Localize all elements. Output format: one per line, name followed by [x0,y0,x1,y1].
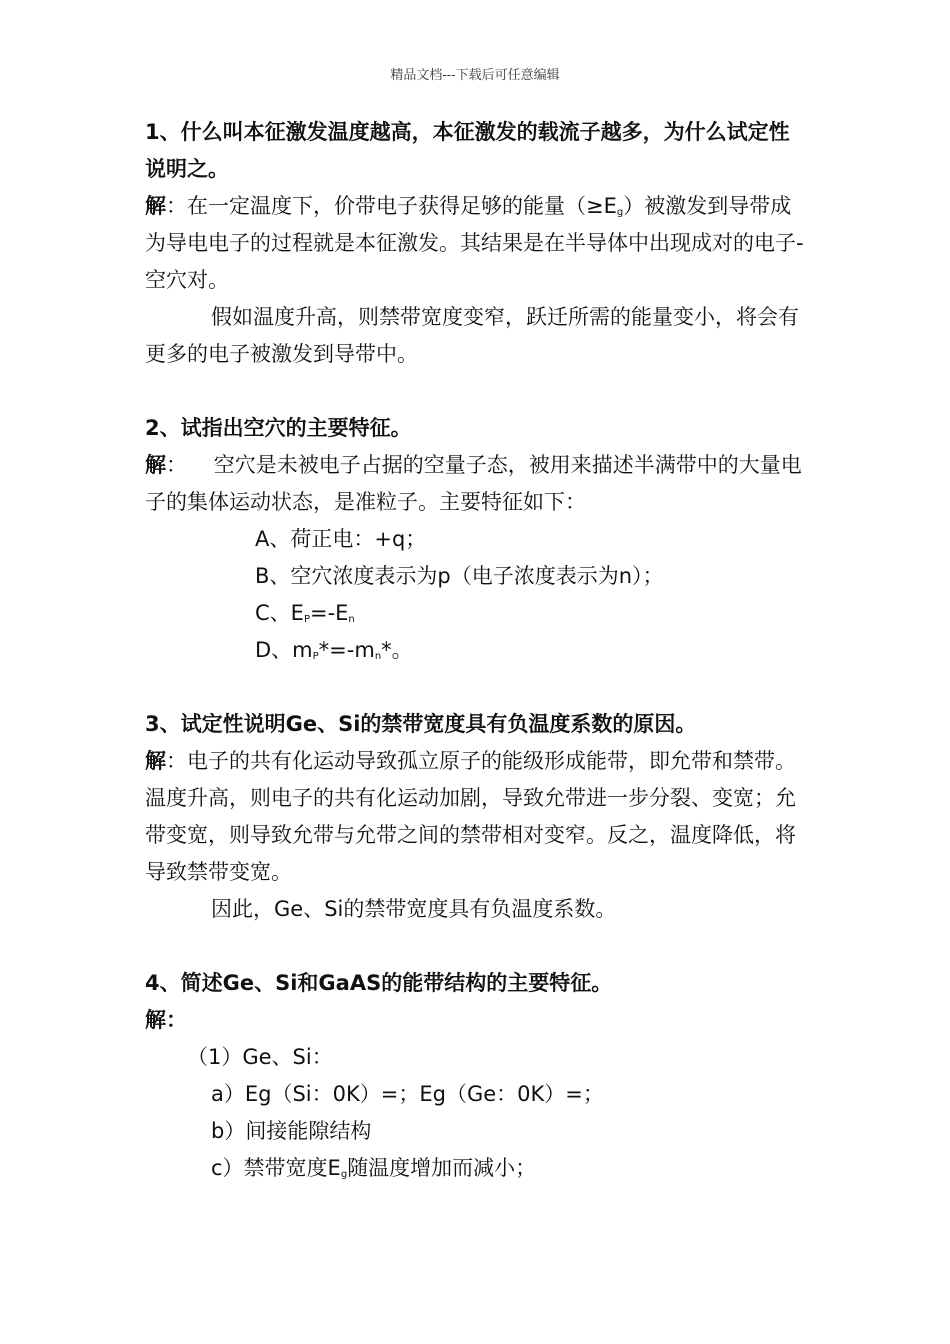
answer-3-paragraph [145,743,810,891]
item-d-text: D、m [255,638,313,662]
subscript: n [374,651,382,662]
answer-label: 解 [145,194,166,218]
item-c-mid: =-E [309,601,349,625]
item-c-text: c）禁带宽度E [211,1156,341,1180]
item-d-end: *。 [381,638,413,662]
item-c-text: C、E [255,601,304,625]
list-item-c [145,595,810,632]
subscript: g [340,1169,348,1180]
subscript: P [312,651,319,662]
document-body [145,114,810,1187]
answer-2-text: ： 空穴是未被电子占据的空量子态，被用来描述半满带中的大量电子的集体运动状态，是准粒子。主要特征如下： [145,453,802,514]
question-2-title: 2、试指出空穴的主要特征。 [145,416,412,440]
question-4-title: 4、简述Ge、Si和GaAS的能带结构的主要特征。 [145,971,613,995]
list-item-c [145,1150,810,1187]
list-item-a: a）Eg（Si：0K）=；Eg（Ge：0K）=； [211,1082,604,1106]
answer-3-conclusion: 因此，Ge、Si的禁带宽度具有负温度系数。 [211,897,617,921]
item-c-end: 随温度增加而减小； [347,1156,537,1180]
list-item-b: b）间接能隙结构 [211,1119,372,1143]
subsection-1: （1）Ge、Si： [187,1045,333,1069]
answer-3-text: ：电子的共有化运动导致孤立原子的能级形成能带，即允带和禁带。温度升高，则电子的共有化运动加剧，导致允带进一步分裂、变宽；允带变宽，则导致允带与允带之间的禁带相对变窄。反之，温度降低，将导致禁带变宽。 [145,749,796,884]
answer-label: 解： [145,1008,187,1032]
answer-1-text-b: ）被激发到导带成为导电电子的过程就是本征激发。其结果是在半导体中出现成对的电子-空穴对。 [145,194,804,292]
question-3-title: 3、试定性说明Ge、Si的禁带宽度具有负温度系数的原因。 [145,712,697,736]
subscript: P [303,614,310,625]
item-d-mid: *=-m [318,638,375,662]
question-1-title: 1、什么叫本征激发温度越高，本征激发的载流子越多，为什么试定性说明之。 [145,120,790,181]
page-header: 精品文档---下载后可任意编辑 [390,68,560,83]
answer-label: 解 [145,749,166,773]
list-item-a: A、荷正电：+q； [255,527,427,551]
answer-label: 解 [145,453,166,477]
list-item-b: B、空穴浓度表示为p（电子浓度表示为n）； [255,564,664,588]
answer-2-paragraph [145,447,810,521]
subscript: n [348,614,355,625]
answer-1-paragraph-2: 假如温度升高，则禁带宽度变窄，跃迁所需的能量变小，将会有更多的电子被激发到导带中。 [145,305,799,366]
list-item-d [145,632,810,669]
answer-1-text-a: ：在一定温度下，价带电子获得足够的能量（≥E [166,194,617,218]
answer-1-paragraph [145,188,810,299]
subscript: g [616,207,624,218]
